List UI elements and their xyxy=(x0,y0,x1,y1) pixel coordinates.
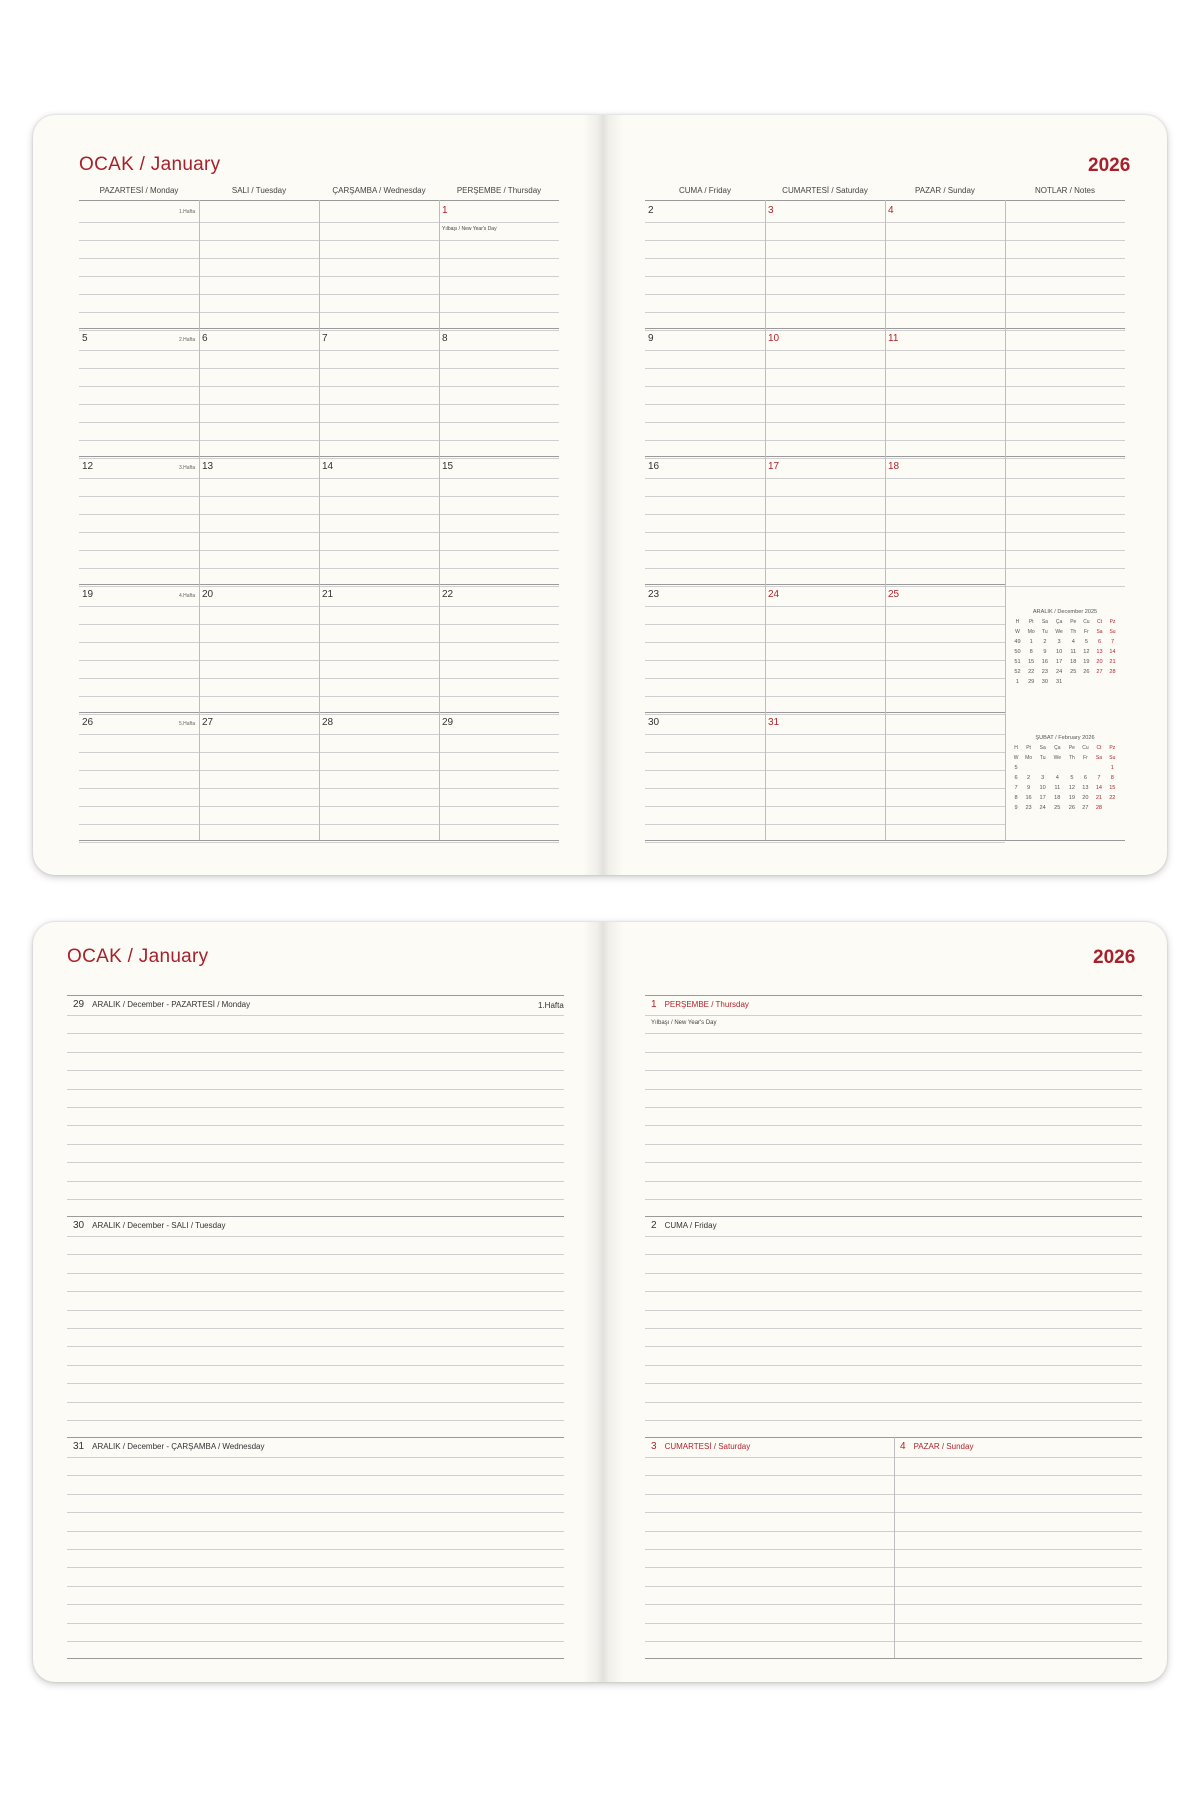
mini-calendar-cell: 2 xyxy=(1043,639,1047,645)
rule-line xyxy=(645,995,1142,996)
rule-line xyxy=(645,1383,1142,1384)
rule-line xyxy=(645,1291,1142,1292)
mini-calendar-cell xyxy=(1065,763,1078,773)
day-label: ARALIK / December - SALI / Tuesday xyxy=(92,1221,226,1230)
mini-calendar-cell: 4 xyxy=(1055,775,1059,781)
rule-line xyxy=(645,584,1005,585)
mini-calendar-cell: 2 xyxy=(1027,775,1031,781)
mini-calendar-cell: 5 xyxy=(1070,775,1074,781)
rule-line xyxy=(67,1494,564,1495)
mini-calendar-cell: Tu xyxy=(1039,755,1046,761)
day-number: 31 xyxy=(73,1441,85,1452)
day-number: 29 xyxy=(73,999,85,1010)
day-label: ARALIK / December - ÇARŞAMBA / Wednesday xyxy=(92,1442,265,1451)
mini-calendar-cell: 49 xyxy=(1014,639,1021,645)
day-number: 1 xyxy=(651,999,657,1010)
day-number: 30 xyxy=(648,717,660,728)
day-number: 24 xyxy=(768,589,780,600)
mini-calendar-cell xyxy=(1036,763,1049,773)
column-divider xyxy=(319,200,320,840)
rule-line xyxy=(645,712,1005,713)
rule-line xyxy=(67,1236,564,1237)
mini-calendar-cell: 12 xyxy=(1068,785,1075,791)
mini-calendar-cell: 10 xyxy=(1039,785,1046,791)
mini-calendar-cell: Pt xyxy=(1028,619,1034,625)
mini-calendar-cell: 19 xyxy=(1068,795,1075,801)
day-number: 2 xyxy=(651,1220,657,1231)
rule-line xyxy=(67,1052,564,1053)
mini-calendar-cell: 28 xyxy=(1109,669,1116,675)
mini-calendar-cell: We xyxy=(1053,755,1061,761)
column-divider xyxy=(1005,200,1006,840)
column-divider xyxy=(439,200,440,840)
mini-calendar-cell: Sa xyxy=(1041,619,1048,625)
rule-line xyxy=(67,1328,564,1329)
mini-calendar-cell: 21 xyxy=(1109,659,1116,665)
column-divider xyxy=(199,200,200,840)
day-number: 4 xyxy=(900,1441,906,1452)
mini-calendar-cell: 9 xyxy=(1027,785,1031,791)
mini-calendar-cell: Ça xyxy=(1055,619,1063,625)
mini-calendar-cell: 6 xyxy=(1014,775,1018,781)
day-header xyxy=(73,1441,265,1452)
mini-calendar-cell xyxy=(1049,763,1065,773)
day-number: 7 xyxy=(322,333,328,344)
day-number: 18 xyxy=(888,461,900,472)
rule-line xyxy=(645,1402,1142,1403)
mini-calendar-title: ARALIK / December 2025 xyxy=(1032,609,1098,615)
week-label: 4.Hafta xyxy=(179,593,196,599)
mini-calendar xyxy=(1011,735,1119,813)
rule-line xyxy=(67,1089,564,1090)
day-header xyxy=(73,1220,226,1231)
daily-spread xyxy=(33,922,1167,1682)
rule-line xyxy=(67,1310,564,1311)
day-header xyxy=(73,999,250,1010)
mini-calendar-cell: Su xyxy=(1109,755,1116,761)
mini-calendar-cell: 52 xyxy=(1014,669,1021,675)
column-divider xyxy=(885,200,886,840)
day-number: 21 xyxy=(322,589,334,600)
mini-calendar-cell: 23 xyxy=(1025,805,1032,811)
rule-line xyxy=(645,1365,1142,1366)
day-number: 22 xyxy=(442,589,454,600)
rule-line xyxy=(645,806,1005,807)
month-title: OCAK / January xyxy=(67,946,209,967)
day-number: 16 xyxy=(648,461,660,472)
day-number: 4 xyxy=(888,205,894,216)
mini-calendar-cell: 24 xyxy=(1039,805,1046,811)
mini-calendar-cell: 10 xyxy=(1055,649,1063,655)
day-number: 14 xyxy=(322,461,334,472)
holiday-label: Yılbaşı / New Year's Day xyxy=(651,1020,717,1026)
day-header xyxy=(651,999,749,1010)
mini-calendar-cell: Pe xyxy=(1068,745,1075,751)
mini-calendar-cell: Tu xyxy=(1042,629,1048,635)
mini-calendar-cell: Sa xyxy=(1039,745,1046,751)
mini-calendar-cell: 7 xyxy=(1110,639,1115,645)
rule-line xyxy=(645,1216,1142,1217)
rule-line xyxy=(645,660,1005,661)
day-number: 13 xyxy=(202,461,214,472)
day-label: CUMARTESİ / Saturday xyxy=(664,1442,751,1451)
rule-line xyxy=(67,1567,564,1568)
rule-line xyxy=(67,1216,564,1217)
rule-line xyxy=(645,1089,1142,1090)
day-number: 19 xyxy=(82,589,94,600)
day-number: 5 xyxy=(82,333,88,344)
mini-calendar-cell: 11 xyxy=(1054,785,1061,791)
mini-calendar-cell: Fr xyxy=(1083,755,1088,761)
rule-line xyxy=(67,1365,564,1366)
day-label: CUMA / Friday xyxy=(664,1221,717,1230)
rule-line xyxy=(645,606,1005,607)
rule-line xyxy=(67,1181,564,1182)
rule-line xyxy=(645,824,1005,825)
day-label: PAZAR / Sunday xyxy=(913,1442,974,1451)
binding-gutter xyxy=(583,922,623,1682)
rule-line xyxy=(67,1346,564,1347)
mini-calendar-cell: 12 xyxy=(1083,649,1090,655)
rule-line xyxy=(67,1144,564,1145)
rule-line xyxy=(67,1512,564,1513)
rule-line xyxy=(645,1236,1142,1237)
column-header: SALI / Tuesday xyxy=(231,186,287,195)
day-number: 27 xyxy=(202,717,214,728)
column-divider xyxy=(894,1437,895,1658)
year-label: 2026 xyxy=(1088,155,1131,176)
day-header xyxy=(651,1441,750,1452)
mini-calendar-cell xyxy=(1106,677,1119,687)
mini-calendar-cell: 9 xyxy=(1014,805,1018,811)
mini-calendar-cell: 5 xyxy=(1084,639,1088,645)
day-number: 8 xyxy=(442,333,448,344)
mini-calendar-cell: 3 xyxy=(1057,639,1061,645)
rule-line xyxy=(67,1658,564,1659)
mini-calendar-cell: W xyxy=(1013,755,1019,761)
mini-calendar-cell: 18 xyxy=(1070,659,1077,665)
mini-calendar-cell: Ct xyxy=(1096,745,1102,751)
mini-calendar-cell: 13 xyxy=(1082,785,1089,791)
day-number: 2 xyxy=(648,205,654,216)
rule-line xyxy=(645,696,1005,697)
mini-calendar-cell: 13 xyxy=(1096,649,1103,655)
rule-line xyxy=(67,1125,564,1126)
day-number: 31 xyxy=(768,717,780,728)
column-header: CUMARTESİ / Saturday xyxy=(782,186,868,195)
mini-calendar-cell: Cu xyxy=(1083,619,1090,625)
week-label: 3.Hafta xyxy=(179,465,196,471)
mini-calendar-cell xyxy=(1079,763,1093,773)
rule-line xyxy=(645,1254,1142,1255)
mini-calendar-cell: 16 xyxy=(1041,659,1048,665)
day-number: 6 xyxy=(202,333,208,344)
rule-line xyxy=(645,1273,1142,1274)
rule-line xyxy=(67,1586,564,1587)
rule-line xyxy=(67,1549,564,1550)
mini-calendar-cell: 1 xyxy=(1015,679,1020,685)
rule-line xyxy=(67,1162,564,1163)
mini-calendar-cell: 20 xyxy=(1082,795,1089,801)
rule-line xyxy=(67,1420,564,1421)
mini-calendar-cell: Sa xyxy=(1096,629,1103,635)
rule-line xyxy=(67,1273,564,1274)
day-number: 20 xyxy=(202,589,214,600)
mini-calendar-cell: Mo xyxy=(1025,755,1033,761)
rule-line xyxy=(645,770,1005,771)
rule-line xyxy=(67,1015,564,1016)
rule-line xyxy=(67,1254,564,1255)
binding-gutter xyxy=(583,115,623,875)
day-number: 25 xyxy=(888,589,900,600)
holiday-label: Yılbaşı / New Year's Day xyxy=(442,226,497,232)
day-number: 28 xyxy=(322,717,334,728)
mini-calendar-cell xyxy=(1067,677,1080,687)
mini-calendar-cell: Cu xyxy=(1082,745,1089,751)
mini-calendar-cell: 15 xyxy=(1028,659,1035,665)
rule-line xyxy=(645,1658,1142,1659)
rule-line xyxy=(79,840,559,841)
rule-line xyxy=(645,1310,1142,1311)
rule-line xyxy=(67,1531,564,1532)
rule-line xyxy=(645,642,1005,643)
mini-calendar-cell: 18 xyxy=(1054,795,1061,801)
mini-calendar-cell xyxy=(1106,803,1119,813)
mini-calendar-cell: 7 xyxy=(1014,785,1018,791)
mini-calendar-cell: 1 xyxy=(1029,639,1033,645)
mini-calendar-cell: 30 xyxy=(1041,679,1048,685)
rule-line xyxy=(67,1070,564,1071)
rule-line xyxy=(645,1125,1142,1126)
mini-calendar-cell: 14 xyxy=(1095,785,1103,791)
mini-calendar-cell: 3 xyxy=(1041,775,1045,781)
day-header xyxy=(900,1441,973,1452)
rule-line xyxy=(67,1033,564,1034)
mini-calendar-title: ŞUBAT / February 2026 xyxy=(1035,735,1095,741)
day-label: ARALIK / December - PAZARTESİ / Monday xyxy=(92,1000,251,1009)
mini-calendar-cell: Sa xyxy=(1095,755,1102,761)
rule-line xyxy=(645,714,1005,715)
day-number: 23 xyxy=(648,589,660,600)
mini-calendar-cell: Th xyxy=(1070,629,1077,635)
day-number: 30 xyxy=(73,1220,85,1231)
mini-calendar-cell: 16 xyxy=(1025,795,1032,801)
column-header: PAZAR / Sunday xyxy=(915,186,975,195)
mini-calendar-cell: Su xyxy=(1109,629,1116,635)
mini-calendar-cell xyxy=(1093,677,1106,687)
rule-line xyxy=(645,1015,1142,1016)
day-number: 15 xyxy=(442,461,454,472)
rule-line xyxy=(67,1475,564,1476)
day-number: 9 xyxy=(648,333,654,344)
day-number: 17 xyxy=(768,461,780,472)
column-divider xyxy=(765,200,766,840)
mini-calendar-cell: 4 xyxy=(1071,639,1075,645)
day-number: 1 xyxy=(442,205,448,216)
mini-calendar-cell: 50 xyxy=(1014,649,1021,655)
mini-calendar-cell: Ct xyxy=(1097,619,1103,625)
mini-calendar-cell: 29 xyxy=(1028,679,1035,685)
mini-calendar-cell: 6 xyxy=(1097,639,1102,645)
mini-calendar-cell: 25 xyxy=(1070,669,1077,675)
day-number: 26 xyxy=(82,717,94,728)
column-header: PAZARTESİ / Monday xyxy=(99,186,179,195)
mini-calendar-cell: H xyxy=(1014,745,1018,751)
mini-calendar-cell xyxy=(1092,763,1105,773)
mini-calendar-cell xyxy=(1021,763,1036,773)
day-number: 3 xyxy=(651,1441,657,1452)
rule-line xyxy=(67,1437,564,1438)
day-number: 12 xyxy=(82,461,94,472)
year-label: 2026 xyxy=(1093,947,1136,968)
mini-calendar-cell: Pe xyxy=(1070,619,1077,625)
mini-calendar-cell: 21 xyxy=(1095,795,1103,801)
rule-line xyxy=(645,1346,1142,1347)
mini-calendar-cell: 22 xyxy=(1028,669,1035,675)
mini-calendar-cell: Mo xyxy=(1027,629,1035,635)
mini-calendar-cell: Pz xyxy=(1109,745,1116,751)
rule-line xyxy=(645,1070,1142,1071)
rule-line xyxy=(645,1420,1142,1421)
rule-line xyxy=(645,678,1005,679)
mini-calendar-cell: 8 xyxy=(1110,775,1114,781)
month-title: OCAK / January xyxy=(79,154,221,175)
mini-calendar-table xyxy=(1011,743,1119,813)
rule-line xyxy=(645,624,1005,625)
mini-calendar-cell: 24 xyxy=(1055,669,1063,675)
rule-line xyxy=(645,734,1005,735)
rule-line xyxy=(67,1623,564,1624)
mini-calendar-cell: 8 xyxy=(1029,649,1033,655)
day-header xyxy=(651,1220,717,1231)
rule-line xyxy=(67,995,564,996)
column-header: PERŞEMBE / Thursday xyxy=(456,186,542,195)
mini-calendar-cell: W xyxy=(1015,629,1020,635)
rule-line xyxy=(67,1199,564,1200)
rule-line xyxy=(645,842,1005,843)
rule-line xyxy=(645,788,1005,789)
mini-calendar-cell: 22 xyxy=(1109,795,1116,801)
rule-line xyxy=(67,1383,564,1384)
rule-line xyxy=(67,1457,564,1458)
mini-calendar-cell: 27 xyxy=(1082,805,1089,811)
rule-line xyxy=(67,1641,564,1642)
rule-line xyxy=(645,1144,1142,1145)
rule-line xyxy=(645,1033,1142,1034)
mini-calendar-cell: 6 xyxy=(1083,775,1087,781)
mini-calendar-cell: 51 xyxy=(1014,659,1021,665)
column-header: CUMA / Friday xyxy=(678,186,731,195)
mini-calendar-table xyxy=(1011,617,1119,687)
rule-line xyxy=(645,840,1125,841)
rule-line xyxy=(67,1291,564,1292)
rule-line xyxy=(645,1181,1142,1182)
week-label: 2.Hafta xyxy=(179,337,196,343)
mini-calendar-cell: H xyxy=(1015,619,1020,625)
mini-calendar-cell: 27 xyxy=(1096,669,1103,675)
rule-line xyxy=(645,752,1005,753)
mini-calendar-cell: 9 xyxy=(1043,649,1047,655)
mini-calendar-cell: 8 xyxy=(1014,795,1018,801)
monthly-spread xyxy=(33,115,1167,875)
mini-calendar-cell: 25 xyxy=(1054,805,1061,811)
mini-calendar-cell: 14 xyxy=(1109,649,1116,655)
mini-calendar-cell: 31 xyxy=(1055,679,1063,685)
mini-calendar-cell: 11 xyxy=(1070,649,1077,655)
day-number: 29 xyxy=(442,717,454,728)
mini-calendar-cell: 1 xyxy=(1110,765,1114,771)
mini-calendar-cell: 26 xyxy=(1068,805,1075,811)
mini-calendar-cell: Ça xyxy=(1054,745,1061,751)
mini-calendar-cell xyxy=(1080,677,1093,687)
rule-line xyxy=(645,1199,1142,1200)
mini-calendar-cell: Pz xyxy=(1109,619,1116,625)
rule-line xyxy=(67,1107,564,1108)
mini-calendar xyxy=(1011,609,1119,687)
rule-line xyxy=(67,1604,564,1605)
mini-calendar-cell: 19 xyxy=(1083,659,1090,665)
rule-line xyxy=(645,1107,1142,1108)
week-label: 5.Hafta xyxy=(179,721,196,727)
mini-calendar-cell: We xyxy=(1055,629,1063,635)
rule-line xyxy=(79,842,559,843)
rule-line xyxy=(645,1328,1142,1329)
rule-line xyxy=(645,1162,1142,1163)
day-number: 11 xyxy=(888,333,899,344)
column-header: ÇARŞAMBA / Wednesday xyxy=(332,186,426,195)
rule-line xyxy=(645,1052,1142,1053)
mini-calendar-cell: 5 xyxy=(1014,765,1018,771)
week-label: 1.Hafta xyxy=(538,1001,564,1010)
day-label: PERŞEMBE / Thursday xyxy=(664,1000,749,1009)
rule-line xyxy=(67,1402,564,1403)
mini-calendar-cell: 20 xyxy=(1096,659,1103,665)
mini-calendar-cell: 7 xyxy=(1097,775,1101,781)
mini-calendar-cell: Th xyxy=(1068,755,1075,761)
mini-calendar-cell: 28 xyxy=(1095,805,1103,811)
day-number: 10 xyxy=(768,333,780,344)
mini-calendar-cell: Pt xyxy=(1026,745,1031,751)
mini-calendar-cell: 17 xyxy=(1039,795,1046,801)
mini-calendar-cell: 26 xyxy=(1083,669,1090,675)
mini-calendar-cell: 17 xyxy=(1055,659,1063,665)
mini-calendar-cell: 23 xyxy=(1041,669,1048,675)
mini-calendar-cell: 15 xyxy=(1109,785,1116,791)
column-header: NOTLAR / Notes xyxy=(1034,186,1095,195)
mini-calendar-cell: Fr xyxy=(1084,629,1089,635)
day-number: 3 xyxy=(768,205,774,216)
week-label: 1.Hafta xyxy=(179,209,196,215)
